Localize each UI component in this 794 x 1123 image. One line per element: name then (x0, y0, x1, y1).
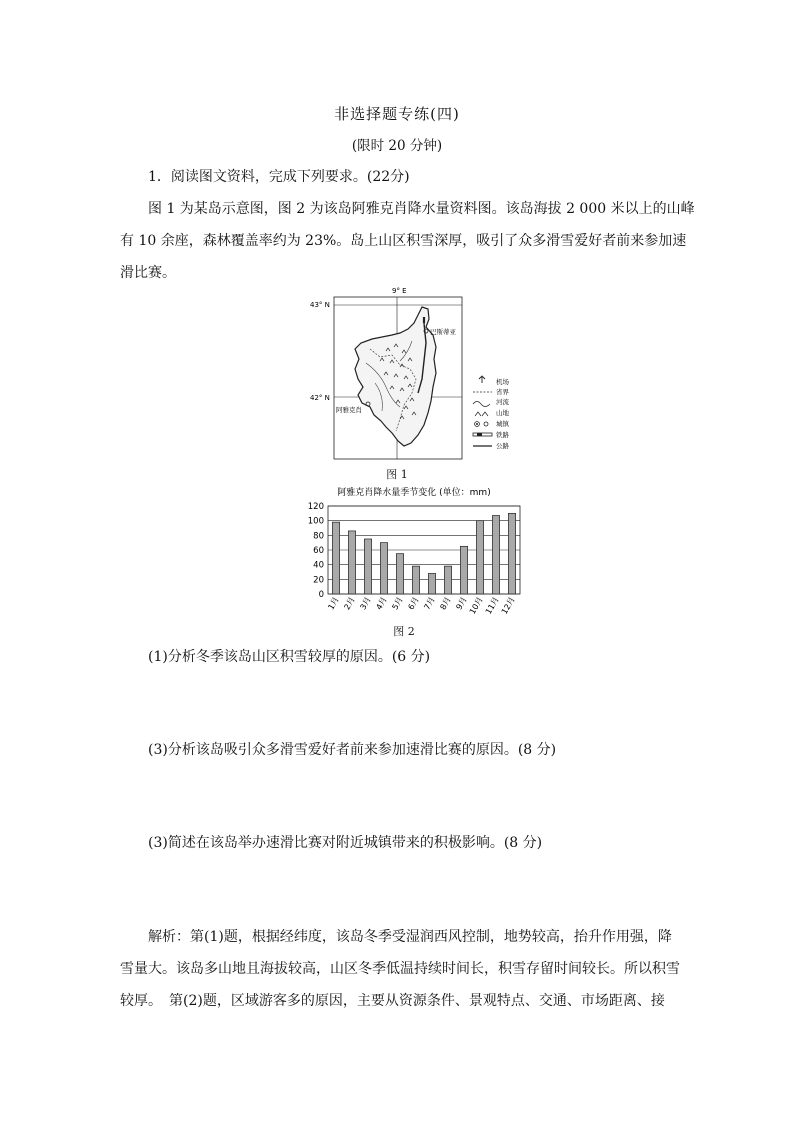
time-limit: (限时 20 分钟) (351, 138, 443, 154)
x-tick-label: 5月 (390, 595, 405, 612)
analysis-line-3: 较厚。 第(2)题，区域游客多的原因，主要从资源条件、景观特点、交通、市场距离、接 (120, 993, 665, 1009)
bar-10 (476, 521, 483, 594)
bar-6 (412, 566, 419, 594)
figure-2-caption: 图 2 (393, 625, 415, 638)
sub-question-1: (1)分析冬季该岛山区积雪较厚的原因。(6 分) (148, 649, 431, 665)
map-legend (473, 376, 510, 450)
bar-3 (364, 539, 371, 594)
material-text-1: 图 1 为某岛示意图，图 2 为该岛阿雅克肖降水量资料图。该岛海拔 2 000 米以上的山峰 (148, 201, 695, 217)
x-tick-label: 10月 (467, 595, 485, 616)
material-text-3: 滑比赛。 (120, 265, 176, 281)
bar-1 (332, 522, 339, 594)
bar-9 (460, 546, 467, 594)
x-tick-label: 11月 (483, 595, 501, 616)
latitude-43-label: 43° N (310, 301, 330, 309)
question-stem: 1．阅读图文资料，完成下列要求。(22分) (148, 169, 410, 185)
bar-12 (508, 513, 515, 594)
precipitation-chart (290, 482, 530, 630)
x-tick-label: 1月 (326, 595, 341, 612)
bar-5 (396, 554, 403, 594)
legend-provincial-border: 省界 (496, 388, 509, 396)
page-title: 非选择题专练(四) (334, 105, 460, 123)
analysis-line-2: 雪量大。该岛多山地且海拔较高，山区冬季低温持续时间长，积雪存留时间较长。所以积雪 (120, 961, 680, 977)
airport-icon (479, 376, 485, 383)
x-tick-label: 7月 (422, 595, 437, 612)
y-tick-label: 20 (313, 575, 324, 586)
sub-question-3: (3)简述在该岛举办速滑比赛对附近城镇带来的积极影响。(8 分) (148, 835, 543, 851)
x-tick-label: 9月 (454, 595, 469, 612)
x-tick-label: 6月 (406, 595, 421, 612)
x-tick-label: 2月 (342, 595, 357, 612)
legend-railway: 铁路 (496, 431, 509, 439)
bar-4 (380, 543, 387, 594)
y-tick-label: 100 (307, 516, 324, 527)
legend-river: 河流 (496, 398, 509, 406)
y-tick-label: 60 (313, 546, 324, 556)
island-map (300, 283, 530, 463)
legend-town: 城镇 (496, 420, 509, 428)
legend-airport: 机场 (496, 378, 509, 386)
bar-2 (348, 531, 355, 594)
x-tick-label: 8月 (438, 595, 453, 612)
city-bastia-label: 巴斯蒂亚 (430, 328, 456, 336)
city-ajaccio-label: 阿雅克肖 (336, 406, 362, 414)
y-tick-label: 120 (307, 502, 324, 512)
legend-highway: 公路 (496, 442, 509, 450)
bar-8 (444, 566, 451, 594)
longitude-label: 9° E (392, 287, 407, 295)
y-tick-label: 40 (313, 560, 324, 571)
x-tick-label: 4月 (374, 595, 389, 612)
y-tick-label: 0 (318, 590, 324, 600)
figure-1-caption: 图 1 (386, 468, 408, 481)
x-tick-label: 3月 (358, 595, 373, 612)
mountain-legend-icon (475, 412, 488, 416)
bar-11 (492, 516, 499, 594)
material-text-2: 有 10 余座，森林覆盖率约为 23%。岛上山区积雪深厚，吸引了众多滑雪爱好者前来参加速 (120, 233, 687, 249)
legend-mountain: 山地 (496, 409, 509, 417)
sub-question-2: (3)分析该岛吸引众多滑雪爱好者前来参加速滑比赛的原因。(8 分) (148, 742, 557, 758)
analysis-line-1: 解析：第(1)题，根据经纬度，该岛冬季受湿润西风控制，地势较高，抬升作用强，降 (148, 929, 672, 945)
latitude-42-label: 42° N (310, 394, 330, 402)
bar-7 (428, 573, 435, 594)
x-tick-label: 12月 (499, 595, 517, 616)
y-tick-label: 80 (313, 531, 324, 542)
chart-title: 阿雅克肖降水量季节变化 (单位：mm) (337, 488, 491, 498)
